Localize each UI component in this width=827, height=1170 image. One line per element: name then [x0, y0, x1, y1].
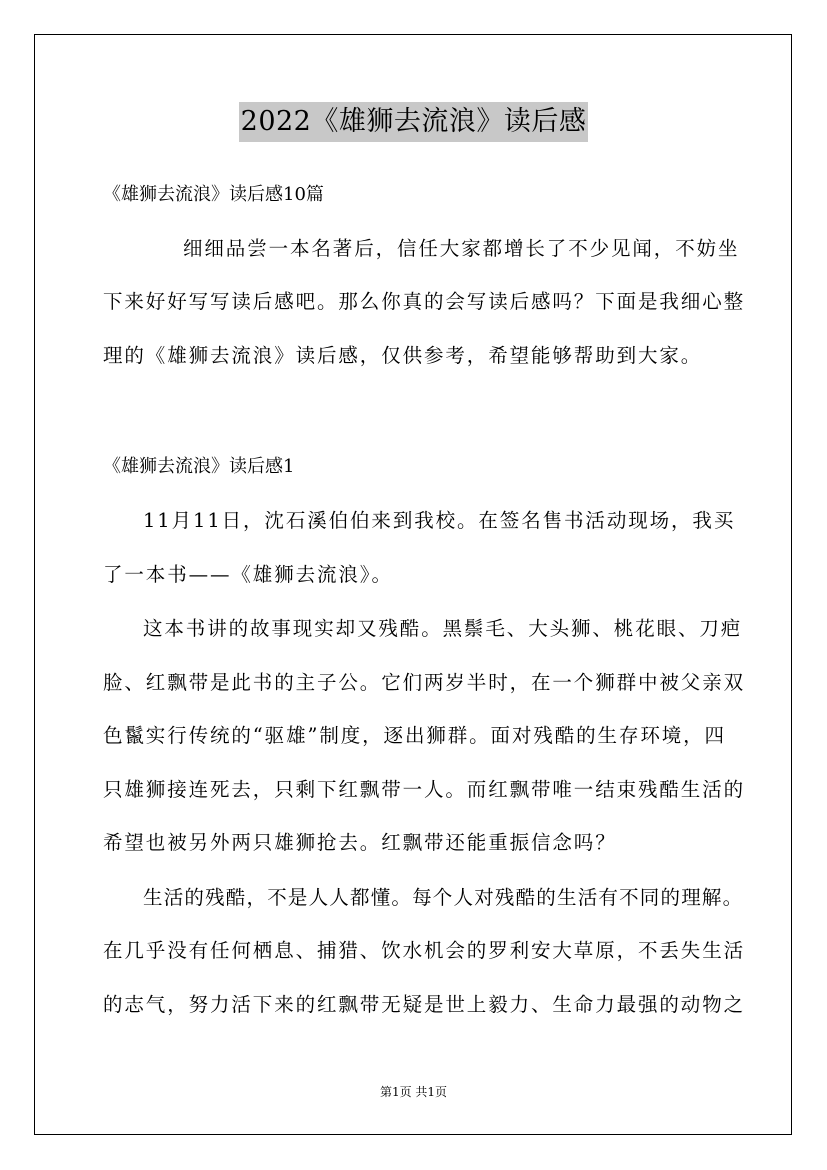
- body-line-9: 在几乎没有任何栖息、捕猎、饮水机会的罗利安大草原，不丢失生活: [103, 939, 746, 962]
- intro-line-1: 细细品尝一本名著后，信任大家都增长了不少见闻，不妨坐: [183, 237, 740, 260]
- title-container: [0, 102, 827, 142]
- body-line-5: 色鬣实行传统的“驱雄”制度，逐出狮群。面对残酷的生存环境，四: [103, 724, 726, 747]
- subtitle: 《雄狮去流浪》读后感10篇: [103, 184, 324, 205]
- body-line-2: 了一本书——《雄狮去流浪》。: [103, 563, 393, 586]
- body-line-6: 只雄狮接连死去，只剩下红飘带一人。而红飘带唯一结束残酷生活的: [103, 778, 746, 801]
- section-heading: 《雄狮去流浪》读后感1: [103, 456, 295, 477]
- body-line-1: 11月11日，沈石溪伯伯来到我校。在签名售书活动现场，我买: [143, 509, 736, 532]
- body-line-7: 希望也被另外两只雄狮抢去。红飘带还能重振信念吗？: [103, 831, 617, 854]
- intro-line-3: 理的《雄狮去流浪》读后感，仅供参考，希望能够帮助到大家。: [103, 344, 703, 367]
- intro-line-2: 下来好好写写读后感吧。那么你真的会写读后感吗？下面是我细心整: [103, 290, 746, 313]
- body-line-4: 脸、红飘带是此书的主子公。它们两岁半时，在一个狮群中被父亲双: [103, 671, 746, 694]
- body-line-3: 这本书讲的故事现实却又残酷。黑鬃毛、大头狮、桃花眼、刀疤: [143, 617, 743, 640]
- page-footer: 第1页 共1页: [379, 1085, 448, 1099]
- body-line-8: 生活的残酷，不是人人都懂。每个人对残酷的生活有不同的理解。: [143, 886, 744, 909]
- body-line-10: 的志气，努力活下来的红飘带无疑是世上毅力、生命力最强的动物之: [103, 993, 746, 1016]
- document-title: 2022《雄狮去流浪》读后感: [239, 102, 589, 142]
